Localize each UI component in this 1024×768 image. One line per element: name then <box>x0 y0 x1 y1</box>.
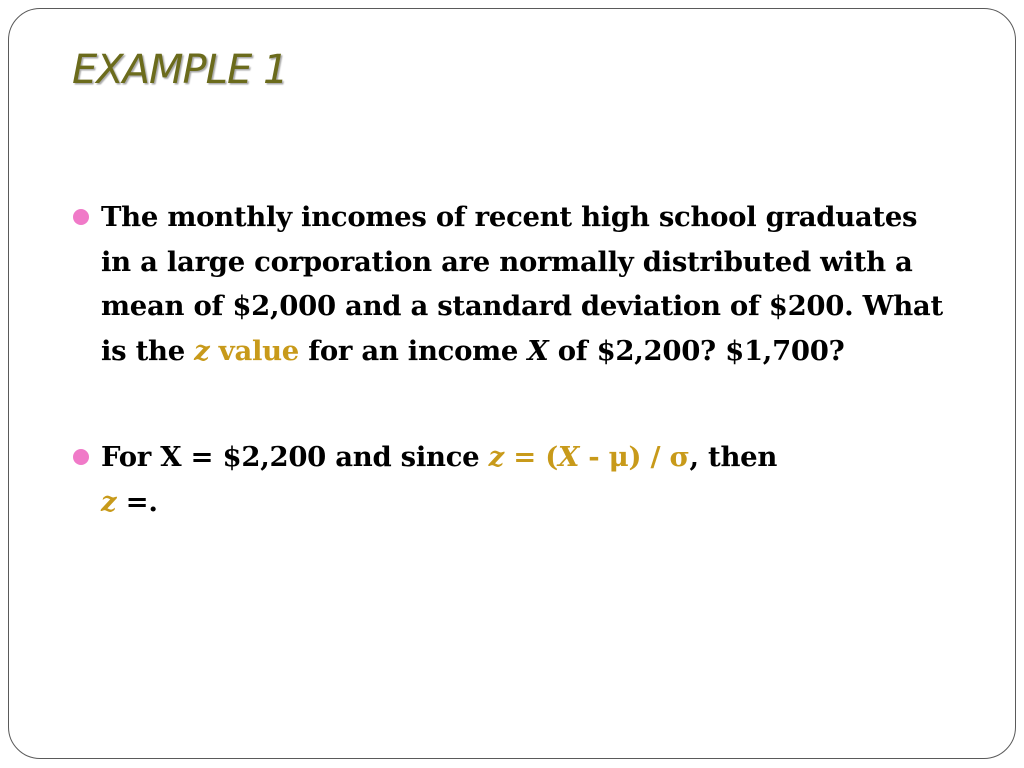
solution-line-1 <box>101 435 953 480</box>
problem-text-amounts: of $2,200? $1,700? <box>548 334 845 367</box>
result-z: z <box>101 485 117 518</box>
z-variable: z <box>194 334 210 367</box>
solution-line-2 <box>101 480 953 525</box>
formula-equals-open: = ( <box>503 441 558 473</box>
z-value-term: value <box>209 334 300 367</box>
problem-line-4 <box>101 329 953 374</box>
bullet-solution <box>73 435 953 524</box>
bullet-dot-icon <box>73 449 89 465</box>
formula-z: z <box>488 441 504 473</box>
x-variable: X <box>527 334 549 367</box>
problem-line-1: The monthly incomes of recent high school graduates <box>101 201 918 233</box>
formula-x: X <box>557 441 580 473</box>
solution-text-then: , then <box>689 441 778 473</box>
slide-frame <box>8 8 1016 759</box>
bullet-list <box>73 195 953 524</box>
formula-mu-sigma: - μ) / σ <box>579 441 690 473</box>
result-equals: =. <box>116 485 158 518</box>
slide-title: EXAMPLE 1 <box>72 47 288 93</box>
problem-text-is-the: is the <box>101 334 195 367</box>
bullet-problem-statement <box>73 195 953 373</box>
problem-line-2: in a large corporation are normally distributed with a <box>101 245 913 278</box>
bullet-dot-icon <box>73 209 89 225</box>
problem-text-for-income: for an income <box>299 334 528 367</box>
solution-text-for-x: For X = $2,200 and since <box>101 441 489 473</box>
problem-line-3: mean of $2,000 and a standard deviation of $200. What <box>101 290 943 322</box>
